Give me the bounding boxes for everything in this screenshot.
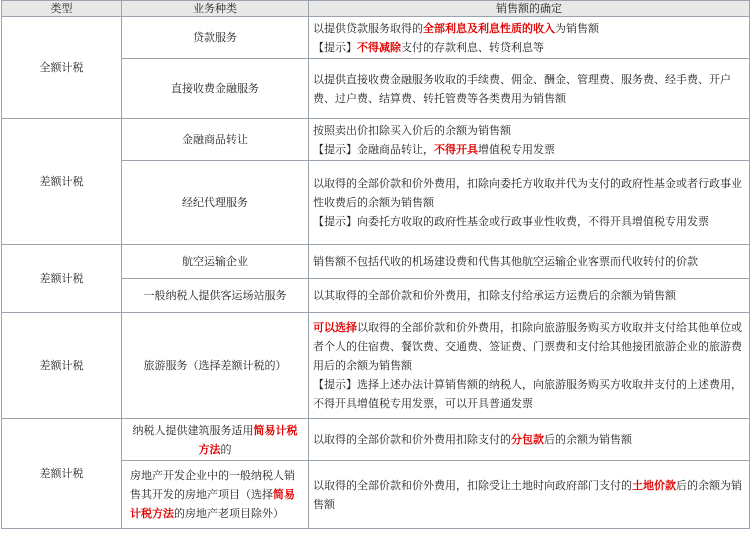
rule-cell: 按照卖出价扣除买入价后的余额为销售额 【提示】金融商品转让，不得开具增值税专用发票 (309, 119, 750, 161)
header-type: 类型 (2, 1, 122, 17)
type-cell: 差额计税 (2, 313, 122, 419)
header-service: 业务种类 (122, 1, 309, 17)
rule-cell: 以取得的全部价款和价外费用扣除支付的分包款后的余额为销售额 (309, 419, 750, 461)
rule-cell: 可以选择以取得的全部价款和价外费用，扣除向旅游服务购买方收取并支付给其他单位或者个人的住宿费、餐饮费、交通费、签证费、门票费和支付给其他接团旅游企业的旅游费用后的余额为销售额 【提示】选择上述办法计算销售额的纳税人，向旅游服务购买方收取并支付的上述费用，不得开具增值税专用发票，可以开具普通发票 (309, 313, 750, 419)
rule-cell: 销售额不包括代收的机场建设费和代售其他航空运输企业客票而代收转付的价款 (309, 245, 750, 279)
service-cell: 直接收费金融服务 (122, 59, 309, 119)
table-row (2, 419, 750, 461)
service-cell: 贷款服务 (122, 17, 309, 59)
header-rule: 销售额的确定 (309, 1, 750, 17)
service-cell: 金融商品转让 (122, 119, 309, 161)
rule-cell: 以取得的全部价款和价外费用，扣除受让土地时向政府部门支付的土地价款后的余额为销售额 (309, 461, 750, 529)
service-cell: 旅游服务（选择差额计税的） (122, 313, 309, 419)
type-cell: 差额计税 (2, 245, 122, 313)
table-row (2, 245, 750, 279)
table-row (2, 119, 750, 161)
type-cell: 全额计税 (2, 17, 122, 119)
service-cell: 房地产开发企业中的一般纳税人销售其开发的房地产项目（选择简易计税方法的房地产老项目除外） (122, 461, 309, 529)
table-row (2, 17, 750, 59)
service-cell: 经纪代理服务 (122, 161, 309, 245)
service-cell: 一般纳税人提供客运场站服务 (122, 279, 309, 313)
service-cell: 航空运输企业 (122, 245, 309, 279)
rule-cell: 以提供直接收费金融服务收取的手续费、佣金、酬金、管理费、服务费、经手费、开户费、过户费、结算费、转托管费等各类费用为销售额 (309, 59, 750, 119)
table-row (2, 313, 750, 419)
rule-cell: 以提供贷款服务取得的全部利息及利息性质的收入为销售额 【提示】不得减除支付的存款利息、转贷利息等 (309, 17, 750, 59)
vat-sales-table (1, 0, 750, 529)
service-cell: 纳税人提供建筑服务适用简易计税方法的 (122, 419, 309, 461)
type-cell: 差额计税 (2, 419, 122, 529)
type-cell: 差额计税 (2, 119, 122, 245)
rule-cell: 以取得的全部价款和价外费用，扣除向委托方收取并代为支付的政府性基金或者行政事业性收费后的余额为销售额 【提示】向委托方收取的政府性基金或行政事业性收费，不得开具增值税专用发票 (309, 161, 750, 245)
header-row (2, 1, 750, 17)
rule-cell: 以其取得的全部价款和价外费用，扣除支付给承运方运费后的余额为销售额 (309, 279, 750, 313)
